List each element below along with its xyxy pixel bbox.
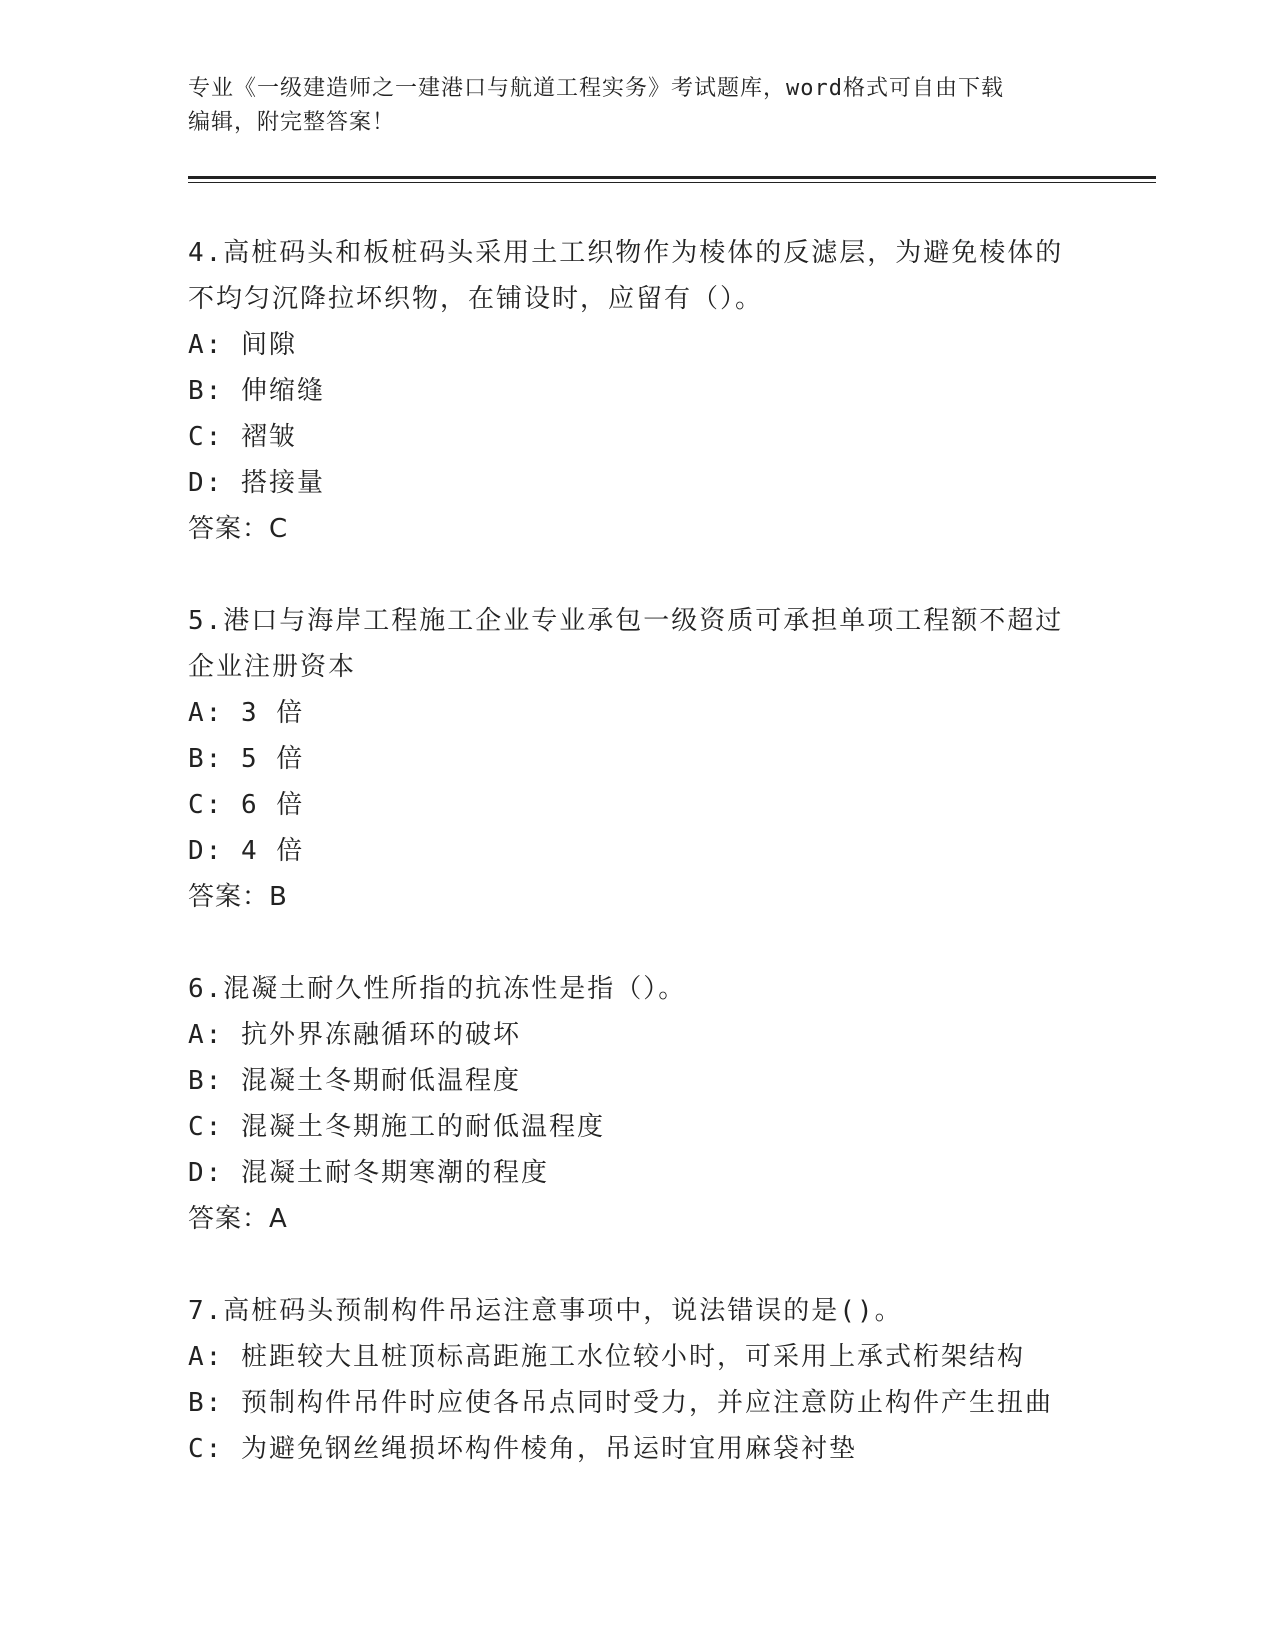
option-d: D: 4 倍: [188, 836, 305, 866]
option-c: C: 褶皱: [188, 422, 297, 452]
question-6: [188, 966, 1088, 1242]
option-c: C: 为避免钢丝绳损坏构件棱角，吊运时宜用麻袋衬垫: [188, 1434, 857, 1464]
header-divider-thick: [188, 176, 1156, 179]
option-a: A: 间隙: [188, 330, 297, 360]
option-b: B: 伸缩缝: [188, 376, 325, 406]
question-text: 4.高桩码头和板桩码头采用土工织物作为棱体的反滤层，为避免棱体的不均匀沉降拉坏织物，在铺设时，应留有（）。: [188, 238, 1064, 314]
header-intro-line-2: 编辑，附完整答案！: [188, 110, 396, 135]
option-d: D: 搭接量: [188, 468, 325, 498]
option-b: B: 5 倍: [188, 744, 305, 774]
option-c: C: 混凝土冬期施工的耐低温程度: [188, 1112, 605, 1142]
option-d: D: 混凝土耐冬期寒潮的程度: [188, 1158, 549, 1188]
answer: 答案：C: [188, 514, 289, 544]
answer: 答案：B: [188, 882, 288, 912]
question-5: [188, 598, 1088, 920]
option-b: B: 混凝土冬期耐低温程度: [188, 1066, 521, 1096]
option-a: A: 桩距较大且桩顶标高距施工水位较小时，可采用上承式桁架结构: [188, 1342, 1025, 1372]
option-a: A: 3 倍: [188, 698, 305, 728]
answer: 答案：A: [188, 1204, 288, 1234]
question-text: 5.港口与海岸工程施工企业专业承包一级资质可承担单项工程额不超过企业注册资本: [188, 606, 1064, 682]
header-divider-thin: [188, 182, 1156, 183]
question-list: [188, 230, 1088, 1518]
question-text: 7.高桩码头预制构件吊运注意事项中，说法错误的是()。: [188, 1296, 903, 1326]
question-7: [188, 1288, 1088, 1472]
question-text: 6.混凝土耐久性所指的抗冻性是指（）。: [188, 974, 687, 1004]
option-a: A: 抗外界冻融循环的破坏: [188, 1020, 521, 1050]
document-header: [188, 72, 1088, 140]
header-intro-line-1: 专业《一级建造师之一建港口与航道工程实务》考试题库，word格式可自由下载: [188, 76, 1004, 101]
option-b: B: 预制构件吊件时应使各吊点同时受力，并应注意防止构件产生扭曲: [188, 1388, 1053, 1418]
option-c: C: 6 倍: [188, 790, 305, 820]
question-4: [188, 230, 1088, 552]
